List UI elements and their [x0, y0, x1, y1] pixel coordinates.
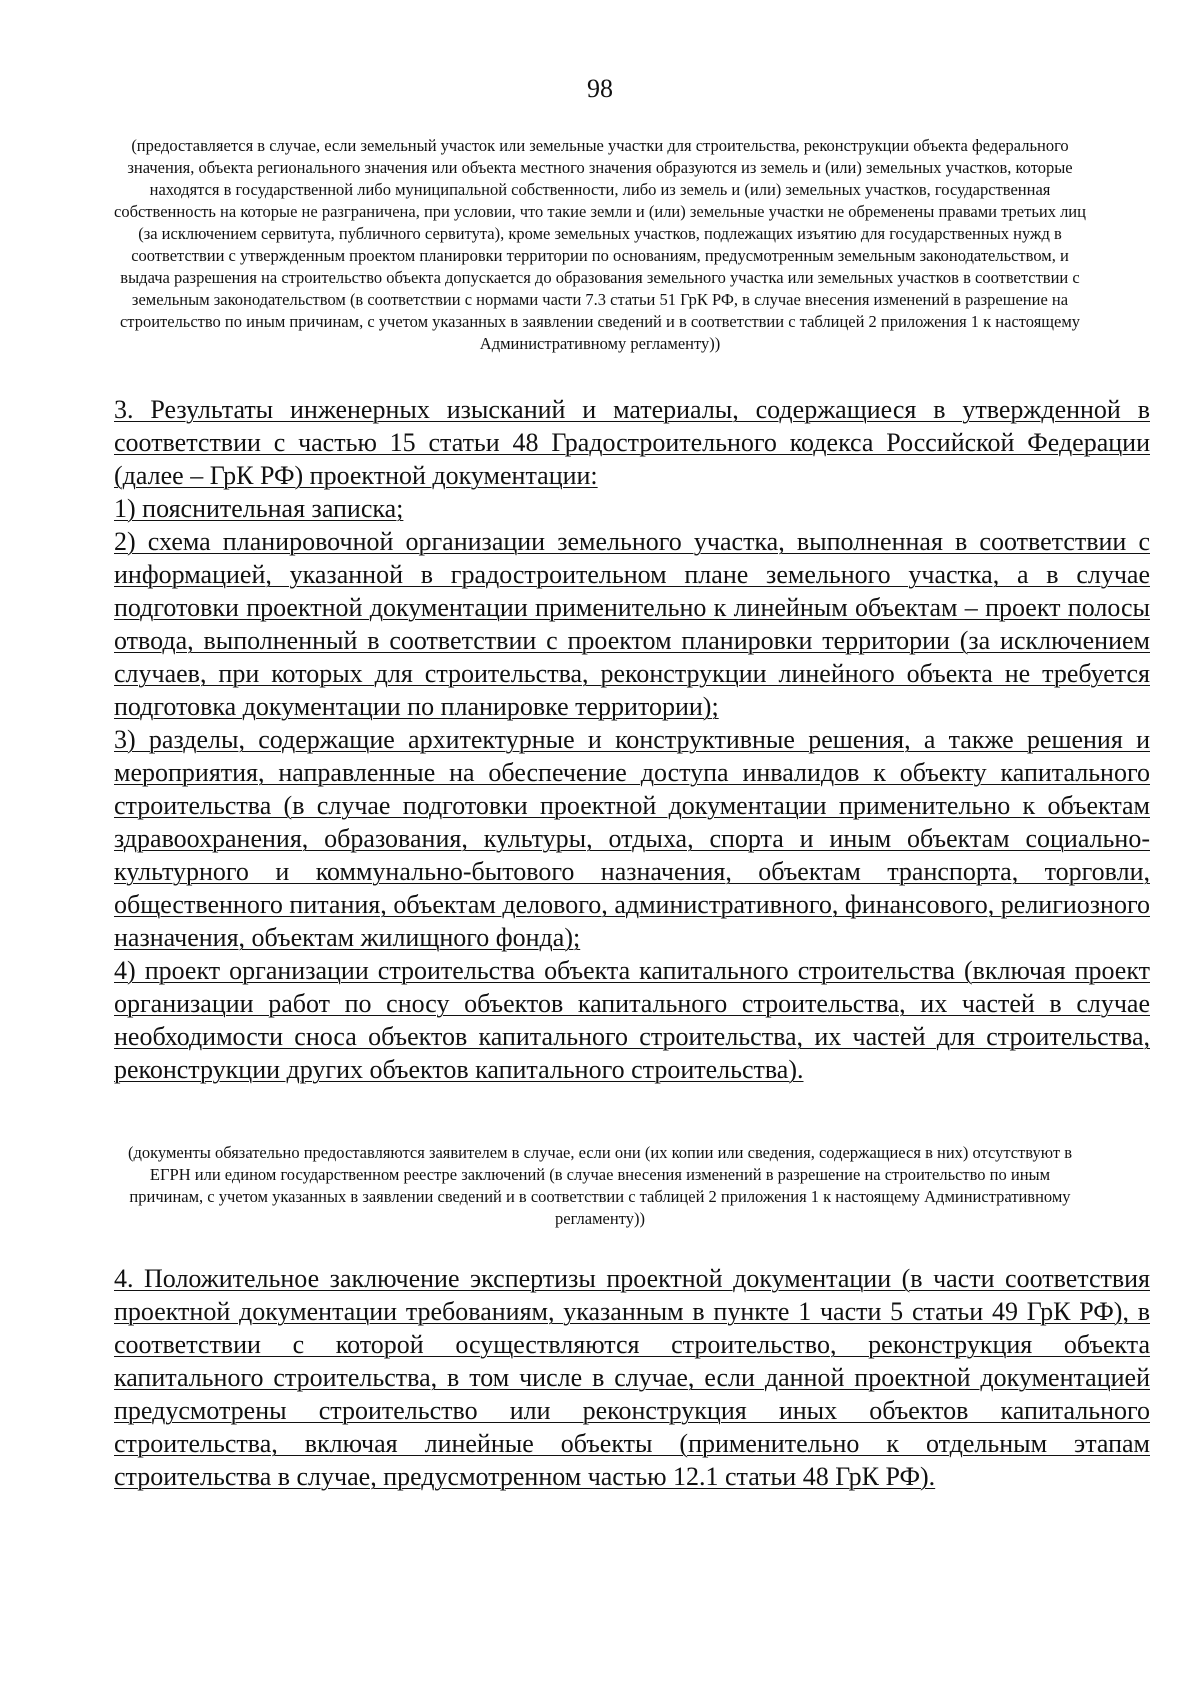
note-bottom: (документы обязательно предоставляются заявителем в случае, если они (их копии или сведения, содержащиеся в них) отсутствуют в ЕГРН или едином государственном реестре заключений (в случае внесения изменений в разрешение на строительство по иным причинам, с учетом указанных в заявлении сведений и в соответствии с таблицей 2 приложения 1 к настоящему Административному регламенту)): [128, 1143, 1072, 1228]
section-3: [114, 393, 1150, 1086]
page-number: 98: [587, 74, 613, 103]
section-3-heading: 3. Результаты инженерных изысканий и материалы, содержащиеся в утвержденной в соответствии с частью 15 статьи 48 Градостроительного кодекса Российской Федерации (далее – ГрК РФ) проектной документации:: [114, 395, 1150, 490]
section-3-item-4: 4) проект организации строительства объекта капитального строительства (включая проект организации работ по сносу объектов капитального строительства, их частей в случае необходимости сноса объектов капитального строительства, их частей для строительства, реконструкции других объектов капитального строительства).: [114, 956, 1150, 1084]
section-3-item-1: 1) пояснительная записка;: [114, 494, 404, 523]
section-3-item-3: 3) разделы, содержащие архитектурные и конструктивные решения, а также решения и мероприятия, направленные на обеспечение доступа инвалидов к объекту капитального строительства (в случае подготовки проектной документации применительно к объектам здравоохранения, образования, культуры, отдыха, спорта и иным объектам социально-культурного и коммунально-бытового назначения, объектам транспорта, торговли, общественного питания, объектам делового, административного, финансового, религиозного назначения, объектам жилищного фонда);: [114, 725, 1150, 952]
section-3-item-2: 2) схема планировочной организации земельного участка, выполненная в соответствии с информацией, указанной в градостроительном плане земельного участка, а в случае подготовки проектной документации применительно к линейным объектам – проект полосы отвода, выполненный в соответствии с проектом планировки территории (за исключением случаев, при которых для строительства, реконструкции линейного объекта не требуется подготовка документации по планировке территории);: [114, 527, 1150, 721]
section-4-text: 4. Положительное заключение экспертизы проектной документации (в части соответствия проектной документации требованиям, указанным в пункте 1 части 5 статьи 49 ГрК РФ), в соответствии с которой осуществляются строительство, реконструкция объекта капитального строительства, в том числе в случае, если данной проектной документацией предусмотрены строительство или реконструкция иных объектов капитального строительства, включая линейные объекты (применительно к отдельным этапам строительства в случае, предусмотренном частью 12.1 статьи 48 ГрК РФ).: [114, 1264, 1150, 1491]
section-4: [114, 1262, 1150, 1493]
note-top: (предоставляется в случае, если земельный участок или земельные участки для строительства, реконструкции объекта федерального значения, объекта регионального значения или объекта местного значения образуются из земель и (или) земельных участков, которые находятся в государственной либо муниципальной собственности, либо из земель и (или) земельных участков, государственная собственность на которые не разграничена, при условии, что такие земли и (или) земельные участки не обременены правами третьих лиц (за исключением сервитута, публичного сервитута), кроме земельных участков, подлежащих изъятию для государственных нужд в соответствии с утвержденным проектом планировки территории по основаниям, предусмотренным земельным законодательством, и выдача разрешения на строительство объекта допускается до образования земельного участка или земельных участков в соответствии с земельным законодательством (в соответствии с нормами части 7.3 статьи 51 ГрК РФ, в случае внесения изменений в разрешение на строительство по иным причинам, с учетом указанных в заявлении сведений и в соответствии с таблицей 2 приложения 1 к настоящему Административному регламенту)): [114, 136, 1086, 353]
